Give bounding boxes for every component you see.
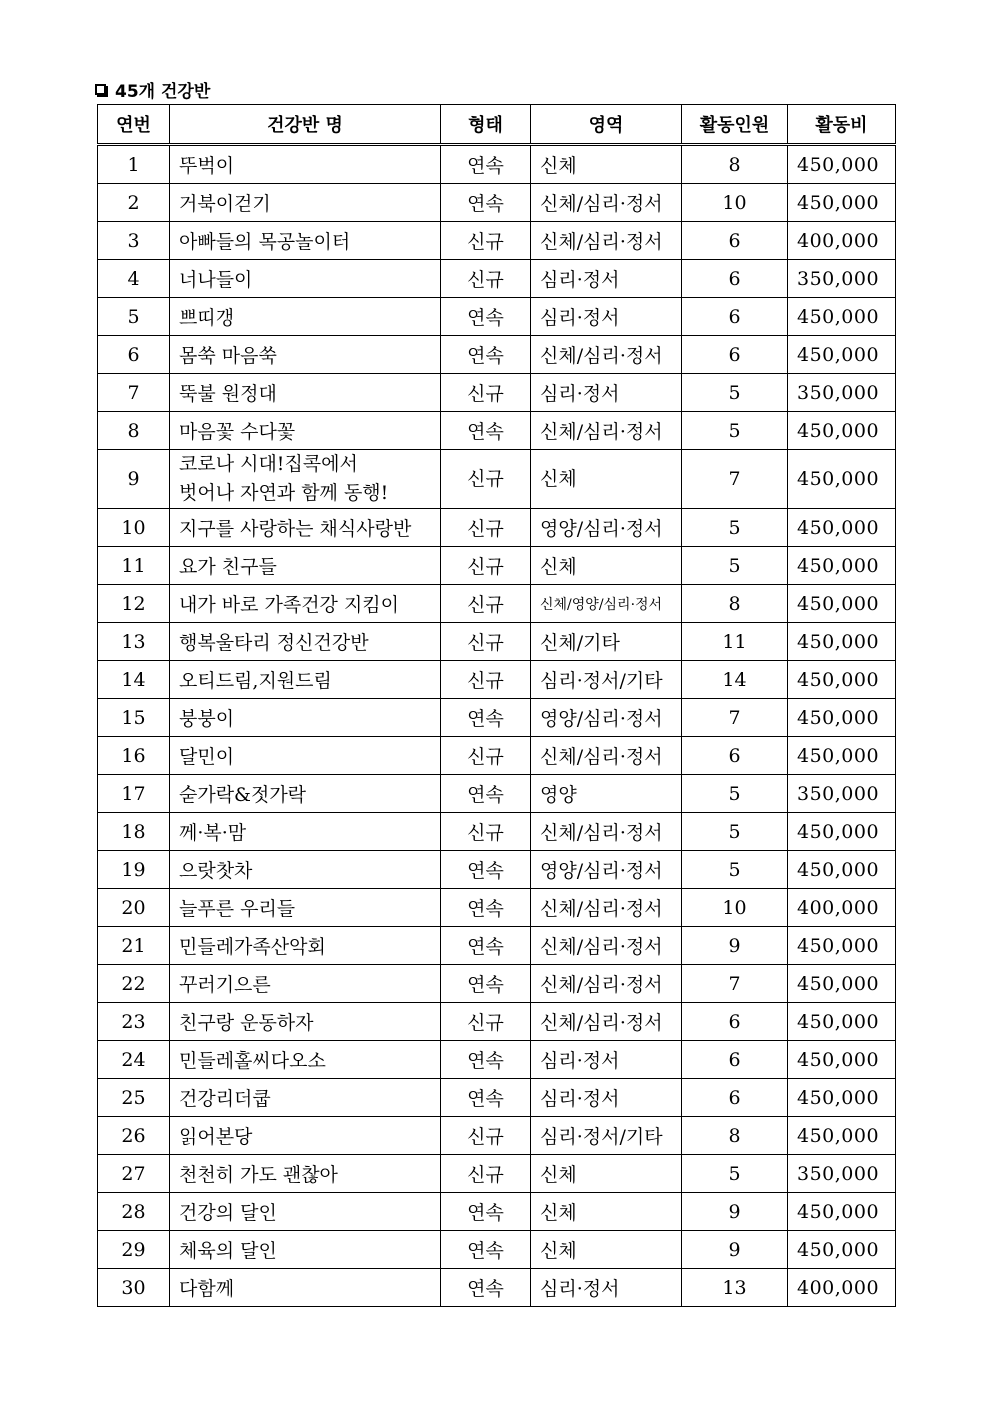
cell-no: 12 <box>98 585 170 623</box>
cell-members: 6 <box>682 336 788 374</box>
cell-type: 연속 <box>441 1079 531 1117</box>
cell-area: 신체 <box>531 1155 682 1193</box>
cell-cost: 450,000 <box>788 336 896 374</box>
cell-area: 신체/심리·정서 <box>531 184 682 222</box>
table-row <box>98 623 896 661</box>
cell-name: 민들레가족산악회 <box>170 927 441 965</box>
cell-no: 20 <box>98 889 170 927</box>
table-row <box>98 1155 896 1193</box>
cell-no: 24 <box>98 1041 170 1079</box>
cell-cost: 350,000 <box>788 374 896 412</box>
cell-area: 신체 <box>531 145 682 184</box>
cell-no: 18 <box>98 813 170 851</box>
table-row <box>98 450 896 509</box>
col-header-members: 활동인원 <box>682 105 788 145</box>
cell-members: 5 <box>682 813 788 851</box>
cell-area: 신체/심리·정서 <box>531 1003 682 1041</box>
table-row <box>98 585 896 623</box>
cell-members: 9 <box>682 1193 788 1231</box>
cell-no: 1 <box>98 145 170 184</box>
cell-name: 요가 친구들 <box>170 547 441 585</box>
table-row <box>98 374 896 412</box>
cell-area: 신체/심리·정서 <box>531 222 682 260</box>
cell-no: 11 <box>98 547 170 585</box>
cell-area: 심리·정서/기타 <box>531 661 682 699</box>
cell-name: 으랏찻차 <box>170 851 441 889</box>
cell-cost: 450,000 <box>788 412 896 450</box>
cell-members: 14 <box>682 661 788 699</box>
cell-type: 신규 <box>441 585 531 623</box>
table-row <box>98 184 896 222</box>
cell-name: 늘푸른 우리들 <box>170 889 441 927</box>
cell-area: 심리·정서 <box>531 1041 682 1079</box>
cell-members: 6 <box>682 298 788 336</box>
col-header-type: 형태 <box>441 105 531 145</box>
cell-type: 신규 <box>441 1003 531 1041</box>
col-header-name: 건강반 명 <box>170 105 441 145</box>
cell-type: 연속 <box>441 145 531 184</box>
cell-cost: 450,000 <box>788 1041 896 1079</box>
cell-area: 영양/심리·정서 <box>531 509 682 547</box>
table-row <box>98 965 896 1003</box>
col-header-no: 연번 <box>98 105 170 145</box>
cell-no: 15 <box>98 699 170 737</box>
table-row <box>98 145 896 184</box>
cell-name <box>170 450 441 509</box>
cell-no: 26 <box>98 1117 170 1155</box>
cell-no: 27 <box>98 1155 170 1193</box>
cell-name: 뚜벅이 <box>170 145 441 184</box>
cell-members: 7 <box>682 965 788 1003</box>
cell-type: 연속 <box>441 889 531 927</box>
cell-area: 신체/심리·정서 <box>531 965 682 1003</box>
cell-cost: 350,000 <box>788 1155 896 1193</box>
cell-no: 29 <box>98 1231 170 1269</box>
cell-type: 신규 <box>441 737 531 775</box>
cell-no: 3 <box>98 222 170 260</box>
cell-name: 붕붕이 <box>170 699 441 737</box>
cell-type: 신규 <box>441 623 531 661</box>
table-row <box>98 1193 896 1231</box>
cell-name: 내가 바로 가족건강 지킴이 <box>170 585 441 623</box>
cell-type: 연속 <box>441 184 531 222</box>
cell-members: 13 <box>682 1269 788 1307</box>
cell-name: 체육의 달인 <box>170 1231 441 1269</box>
cell-cost: 450,000 <box>788 927 896 965</box>
cell-type: 신규 <box>441 509 531 547</box>
cell-no: 19 <box>98 851 170 889</box>
cell-cost: 450,000 <box>788 1079 896 1117</box>
cell-name: 건강리더쿱 <box>170 1079 441 1117</box>
cell-area: 신체/기타 <box>531 623 682 661</box>
cell-members: 5 <box>682 1155 788 1193</box>
cell-area: 신체 <box>531 547 682 585</box>
cell-name: 달민이 <box>170 737 441 775</box>
cell-members: 5 <box>682 547 788 585</box>
col-header-area: 영역 <box>531 105 682 145</box>
table-body <box>98 145 896 1307</box>
cell-type: 연속 <box>441 336 531 374</box>
cell-name: 다함께 <box>170 1269 441 1307</box>
cell-members: 9 <box>682 1231 788 1269</box>
cell-area: 신체 <box>531 1231 682 1269</box>
cell-cost: 450,000 <box>788 813 896 851</box>
cell-members: 7 <box>682 450 788 509</box>
table-row <box>98 1079 896 1117</box>
cell-members: 8 <box>682 1117 788 1155</box>
cell-area: 심리·정서 <box>531 1269 682 1307</box>
cell-name: 꾸러기으른 <box>170 965 441 1003</box>
cell-name: 천천히 가도 괜찮아 <box>170 1155 441 1193</box>
table-row <box>98 813 896 851</box>
cell-name: 께·복·맘 <box>170 813 441 851</box>
cell-name: 친구랑 운동하자 <box>170 1003 441 1041</box>
cell-name-line: 코로나 시대!집콕에서 <box>179 453 358 475</box>
cell-area: 영양/심리·정서 <box>531 851 682 889</box>
cell-no: 17 <box>98 775 170 813</box>
cell-members: 5 <box>682 509 788 547</box>
cell-type: 연속 <box>441 412 531 450</box>
table-row <box>98 412 896 450</box>
cell-area: 심리·정서 <box>531 298 682 336</box>
table-row <box>98 222 896 260</box>
cell-name: 숟가락&젓가락 <box>170 775 441 813</box>
cell-type: 연속 <box>441 1193 531 1231</box>
cell-area: 심리·정서/기타 <box>531 1117 682 1155</box>
cell-members: 5 <box>682 374 788 412</box>
cell-no: 10 <box>98 509 170 547</box>
cell-name: 아빠들의 목공놀이터 <box>170 222 441 260</box>
cell-type: 연속 <box>441 927 531 965</box>
table-row <box>98 1269 896 1307</box>
cell-type: 연속 <box>441 1231 531 1269</box>
cell-type: 연속 <box>441 699 531 737</box>
cell-members: 6 <box>682 1041 788 1079</box>
cell-cost: 350,000 <box>788 775 896 813</box>
cell-no: 21 <box>98 927 170 965</box>
cell-no: 16 <box>98 737 170 775</box>
cell-cost: 450,000 <box>788 184 896 222</box>
cell-cost: 450,000 <box>788 585 896 623</box>
cell-type: 신규 <box>441 374 531 412</box>
table-row <box>98 737 896 775</box>
cell-area: 심리·정서 <box>531 1079 682 1117</box>
cell-cost: 450,000 <box>788 1117 896 1155</box>
cell-type: 신규 <box>441 1117 531 1155</box>
cell-name: 몸쑥 마음쑥 <box>170 336 441 374</box>
cell-members: 6 <box>682 1003 788 1041</box>
cell-members: 8 <box>682 145 788 184</box>
cell-area: 신체 <box>531 450 682 509</box>
cell-type: 신규 <box>441 450 531 509</box>
cell-no: 5 <box>98 298 170 336</box>
cell-no: 22 <box>98 965 170 1003</box>
cell-type: 연속 <box>441 965 531 1003</box>
cell-type: 신규 <box>441 813 531 851</box>
cell-cost: 450,000 <box>788 699 896 737</box>
cell-area: 신체 <box>531 1193 682 1231</box>
cell-type: 연속 <box>441 851 531 889</box>
table-header-row <box>98 105 896 145</box>
cell-cost: 450,000 <box>788 737 896 775</box>
cell-cost: 450,000 <box>788 298 896 336</box>
cell-area: 신체/심리·정서 <box>531 412 682 450</box>
cell-cost: 400,000 <box>788 222 896 260</box>
cell-area: 심리·정서 <box>531 374 682 412</box>
cell-members: 8 <box>682 585 788 623</box>
cell-members: 6 <box>682 260 788 298</box>
cell-members: 6 <box>682 222 788 260</box>
cell-no: 6 <box>98 336 170 374</box>
cell-no: 25 <box>98 1079 170 1117</box>
cell-cost: 450,000 <box>788 1003 896 1041</box>
cell-members: 7 <box>682 699 788 737</box>
cell-type: 신규 <box>441 222 531 260</box>
cell-area: 신체/영양/심리·정서 <box>531 585 682 623</box>
cell-area: 영양/심리·정서 <box>531 699 682 737</box>
table-row <box>98 661 896 699</box>
table-row <box>98 336 896 374</box>
col-header-cost: 활동비 <box>788 105 896 145</box>
table-row <box>98 851 896 889</box>
table-row <box>98 547 896 585</box>
cell-type: 신규 <box>441 661 531 699</box>
cell-no: 14 <box>98 661 170 699</box>
cell-type: 신규 <box>441 547 531 585</box>
cell-cost: 450,000 <box>788 1193 896 1231</box>
cell-no: 28 <box>98 1193 170 1231</box>
table-row <box>98 1117 896 1155</box>
cell-type: 신규 <box>441 260 531 298</box>
checkbox-square-icon <box>95 84 106 95</box>
cell-cost: 450,000 <box>788 547 896 585</box>
cell-name: 뚝불 원정대 <box>170 374 441 412</box>
cell-area: 신체/심리·정서 <box>531 336 682 374</box>
table-row <box>98 1041 896 1079</box>
cell-no: 8 <box>98 412 170 450</box>
cell-members: 5 <box>682 775 788 813</box>
cell-name-line: 벗어나 자연과 함께 동행! <box>179 482 389 504</box>
cell-name: 오티드림,지원드림 <box>170 661 441 699</box>
cell-cost: 450,000 <box>788 145 896 184</box>
table-row <box>98 699 896 737</box>
cell-cost: 450,000 <box>788 661 896 699</box>
cell-name: 거북이걷기 <box>170 184 441 222</box>
cell-cost: 350,000 <box>788 260 896 298</box>
cell-cost: 450,000 <box>788 450 896 509</box>
cell-members: 6 <box>682 1079 788 1117</box>
cell-no: 2 <box>98 184 170 222</box>
cell-members: 5 <box>682 412 788 450</box>
table-row <box>98 889 896 927</box>
cell-cost: 400,000 <box>788 889 896 927</box>
table-row <box>98 1003 896 1041</box>
cell-area: 영양 <box>531 775 682 813</box>
cell-type: 연속 <box>441 1041 531 1079</box>
cell-members: 5 <box>682 851 788 889</box>
health-class-table <box>97 104 896 1307</box>
cell-name: 마음꽃 수다꽃 <box>170 412 441 450</box>
cell-name: 행복울타리 정신건강반 <box>170 623 441 661</box>
cell-area: 신체/심리·정서 <box>531 737 682 775</box>
cell-type: 연속 <box>441 298 531 336</box>
cell-name: 읽어본당 <box>170 1117 441 1155</box>
cell-cost: 400,000 <box>788 1269 896 1307</box>
section-heading-text: 45개 건강반 <box>115 81 211 102</box>
table-row <box>98 775 896 813</box>
table-row <box>98 509 896 547</box>
cell-cost: 450,000 <box>788 851 896 889</box>
cell-area: 심리·정서 <box>531 260 682 298</box>
cell-name: 지구를 사랑하는 채식사랑반 <box>170 509 441 547</box>
cell-no: 7 <box>98 374 170 412</box>
cell-members: 6 <box>682 737 788 775</box>
cell-no: 9 <box>98 450 170 509</box>
cell-no: 4 <box>98 260 170 298</box>
cell-no: 13 <box>98 623 170 661</box>
cell-cost: 450,000 <box>788 1231 896 1269</box>
cell-members: 10 <box>682 889 788 927</box>
cell-area: 신체/심리·정서 <box>531 889 682 927</box>
cell-type: 신규 <box>441 1155 531 1193</box>
cell-name: 쁘띠갱 <box>170 298 441 336</box>
cell-members: 11 <box>682 623 788 661</box>
cell-area: 신체/심리·정서 <box>531 927 682 965</box>
section-heading <box>95 76 210 102</box>
cell-type: 연속 <box>441 1269 531 1307</box>
cell-name: 너나들이 <box>170 260 441 298</box>
table-row <box>98 298 896 336</box>
cell-members: 9 <box>682 927 788 965</box>
cell-area: 신체/심리·정서 <box>531 813 682 851</box>
cell-no: 30 <box>98 1269 170 1307</box>
cell-members: 10 <box>682 184 788 222</box>
cell-cost: 450,000 <box>788 509 896 547</box>
table-row <box>98 260 896 298</box>
cell-type: 연속 <box>441 775 531 813</box>
cell-no: 23 <box>98 1003 170 1041</box>
cell-name: 민들레홀씨다오소 <box>170 1041 441 1079</box>
cell-cost: 450,000 <box>788 623 896 661</box>
cell-cost: 450,000 <box>788 965 896 1003</box>
table-row <box>98 927 896 965</box>
cell-name: 건강의 달인 <box>170 1193 441 1231</box>
table-row <box>98 1231 896 1269</box>
